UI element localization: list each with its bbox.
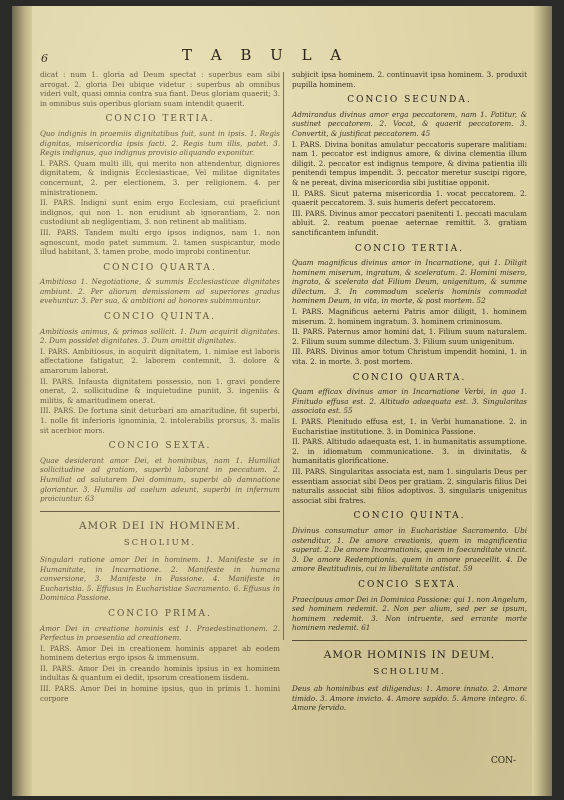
pars-paragraph: I. PARS. Amor Dei in creationem hominis apparet ab eodem hominem deterius ergo ipsos & immensum. bbox=[40, 643, 280, 663]
page-number: 6 bbox=[41, 52, 48, 65]
pars-paragraph: II. PARS. Indigni sunt enim ergo Ecclesiam, cui praeficiunt indignos, qui non 1. non erudiunt ab ignorantiam, 2. non custodiunt ab negligentiam, 3. non retinent ab malitiam. bbox=[40, 198, 280, 227]
page-reference: 61 bbox=[361, 623, 371, 633]
page-left-edge bbox=[12, 6, 32, 796]
pars-paragraph: III. PARS. Tandem multi ergo ipsos indignos, nam 1. non agnoscunt, modo patet summum. 2. tamen suspicantur, modo illud habitant, 3. tamen probe, modo improbi continentur. bbox=[40, 227, 280, 257]
scholium-text: Singulari ratione amor Dei in hominem. 1. Manifeste se in Humanitate, in Incarnatione. 2. Manifeste in humana conversione, 3. Manifeste in Passione. 4. Manifeste in Eucharistia. 5. Effusus in Eucharistiae Sacramento. 6. Effusus in Dominica Passione. bbox=[40, 554, 280, 603]
argument-text: Divinus consumatur amor in Eucharistiae Sacramento. Ubi ostenditur, 1. De amore creationis, quem in magnificentia superat. 2. De amore Incarnationis, quem in foecunditate vincit. 3. De amore Redemptionis, quem in amore praecellit. 4. De amore Beatitudinis, cui in liberalitate antistat. bbox=[292, 525, 527, 574]
page-heading: T A B U L A bbox=[182, 46, 349, 64]
section-argument bbox=[292, 258, 527, 306]
pars-paragraph: II. PARS. Altitudo adaequata est, 1. in humanitatis assumptione. 2. in idiomatum communicatione. 3. in divinitatis, & humanitatis glorificatione. bbox=[292, 437, 527, 466]
right-column bbox=[292, 70, 527, 714]
argument-text: Quam efficax divinus amor in Incarnatione Verbi, in quo 1. Finitudo effusa est. 2. Altitudo adaequata est. 3. Singularitas associata est. bbox=[292, 387, 527, 416]
section-rule bbox=[292, 640, 527, 641]
page-right-edge bbox=[532, 6, 552, 796]
section-title: CONCIO QUINTA. bbox=[103, 312, 217, 323]
section-title: CONCIO SEXTA. bbox=[108, 441, 212, 452]
section-argument bbox=[292, 526, 527, 574]
section-argument bbox=[40, 456, 280, 504]
column-divider bbox=[283, 72, 284, 640]
scholium-title: SCHOLIUM. bbox=[123, 538, 197, 549]
section-title: CONCIO SEXTA. bbox=[358, 579, 461, 590]
page-reference: 63 bbox=[85, 494, 95, 504]
pars-paragraph: I. PARS. Magnificus aeterni Patris amor diligit, 1. hominem miserum. 2. hominem ingratum. 3. hominem criminosum. bbox=[292, 307, 527, 326]
section-argument bbox=[292, 595, 527, 633]
pars-paragraph: I. PARS. Ambitiosus, in acquirit dignitatem, 1. nimiae est laboris affectatione fatigatur, 2. laborem contemnit, 3. dolore & amarorum laborat. bbox=[40, 346, 280, 376]
argument-text: Praecipuus amor Dei in Dominica Passione: qui 1. non Angelum, sed hominem redemit. 2. Non per alium, sed per se ipsum, hominem redemit. 3. Non intruente, sed errante morte hominem redemit. bbox=[292, 594, 527, 633]
scholium-text: Deus ab hominibus est diligendus: 1. Amore innato. 2. Amore timido. 3. Amore invicto. 4. Amore sapido. 5. Amore integro. 6. Amore fervido. bbox=[292, 684, 527, 713]
left-intro: dicat : num 1. gloria ad Deum spectat : superbus eam sibi arrogat. 2. gloria Dei ubique videtur : superbus ab omnibus videri vult, quasi omnia contra sua fiant. Deus gloriam quaerit; 3. in omnibus suis operibus gloriam suam intendit quaerit. bbox=[40, 70, 280, 108]
pars-paragraph: I. PARS. Quam multi illi, qui merito non attendentur, digniores dignitatem, & indignis Ecclesiasticae, Vel militae dignitates concernunt, 2. per electionem, 3. per religionem. 4. per ministrationem. bbox=[40, 158, 280, 197]
page-reference: 52 bbox=[476, 296, 486, 306]
section-argument bbox=[292, 110, 527, 139]
catchword: CON- bbox=[490, 756, 516, 766]
page-reference: 45 bbox=[421, 128, 431, 138]
argument-text: Admirandus divinus amor erga peccatorem, nam 1. Patitur, & sustinet peccatorem. 2. Vocat, & quaerit peccatorem. 3. Convertit, & justificat peccatorem. bbox=[292, 109, 527, 138]
section-argument: Amor Dei in creatione hominis est 1. Praedestinationem. 2. Perfectus in praesentia ad creationem. bbox=[40, 623, 280, 643]
part-heading: AMOR DEI IN HOMINEM. bbox=[78, 519, 242, 532]
section-rule bbox=[40, 511, 280, 512]
argument-text: Quae desiderant amor Dei, et hominibus, nam 1. Humiliat sollicitudine ad gratiam, superbi laborant in peccatum. 2. Humiliat ad salutarem Dei dominum, superbi ab damnatione gloriantur. 3. Humilis ad caelum adeunt, superbi in infernum proiciuntur. bbox=[40, 455, 280, 504]
section-title: CONCIO SECUNDA. bbox=[347, 95, 472, 106]
pars-paragraph: II. PARS. Paternus amor homini dat, 1. Filium suum naturalem. 2. Filium suum summe dilectum. 3. Filium suum unigenitum. bbox=[292, 327, 527, 346]
section-title: CONCIO TERTIA. bbox=[355, 243, 464, 254]
section-argument: Ambitiosa 1. Negotiatione, & summis Ecclesiasticae dignitates ambiunt. 2. Per aliorum demissionem ad superiores gradus evehuntur. 3. Per sua, & ambitioni ad honores subimmuntur. bbox=[40, 277, 280, 306]
part-heading: AMOR HOMINIS IN DEUM. bbox=[323, 648, 496, 661]
pars-paragraph: II. PARS. Sicut paterna misericordia 1. vocat peccatorem. 2. quaerit peccatorem. 3. suis humeris defert peccatorem. bbox=[292, 188, 527, 208]
pars-paragraph: III. PARS. De fortuna sinit deturbari am amaritudine, fit superbi, 1. nolle fit inferioris ignominia, 2. intolerabilis prorsus, 3. malis sit acerbior mors. bbox=[40, 406, 280, 435]
page-reference: 59 bbox=[463, 564, 473, 574]
section-title: CONCIO QUARTA. bbox=[103, 262, 217, 273]
argument-text: Quam magnificus divinus amor in Incarnatione, qui 1. Diligit hominem miserum, ingratum, & sceleratum. 2. Homini misero, ingrato, & scelerato dat Filium Deum, unigenitum, & summe dilectum. 3. In commodum sceleris hominis commodat hominem Deum, in vita, in morte, & post mortem. bbox=[292, 258, 527, 306]
section-title: CONCIO PRIMA. bbox=[108, 608, 212, 619]
pars-paragraph: III. PARS. Divinus amor totum Christum impendit homini, 1. in vita. 2. in morte. 3. post mortem. bbox=[292, 347, 527, 367]
left-column bbox=[40, 70, 280, 704]
book-page bbox=[12, 6, 552, 796]
pars-paragraph: III. PARS. Amor Dei in homine ipsius, quo in primis 1. homini corpore bbox=[40, 684, 280, 703]
section-title: CONCIO QUARTA. bbox=[352, 372, 467, 383]
section-title: CONCIO QUINTA. bbox=[353, 511, 466, 522]
pars-paragraph: III. PARS. Divinus amor peccatori paenitenti 1. peccati maculam abluit. 2. reatum poenae aeternae remittit. 3. gratiam sanctificantem infundit. bbox=[292, 208, 527, 237]
right-intro: subjicit ipsa hominem. 2. continuavit ipsa hominem. 3. produxit pupilla hominem. bbox=[292, 70, 527, 89]
pars-paragraph: II. PARS. Amor Dei in creando hominis ipsius in ex hominem indultas & quantum ei dedit, ipsorum creationem iisdem. bbox=[40, 663, 280, 683]
section-argument bbox=[292, 387, 527, 416]
pars-paragraph: I. PARS. Plenitudo effusa est, 1. in Verbi humanatione. 2. in Eucharistiae institutione. 3. in Dominica Passione. bbox=[292, 417, 527, 436]
section-title: CONCIO TERTIA. bbox=[105, 114, 215, 125]
pars-paragraph: III. PARS. Singularitas associata est, nam 1. singularis Deus per essentiam associat sibi Deos per gratiam. 2. singularis filius Dei naturalis associat sibi filios adoptivos. 3. singularis unigenitus associat sibi fratres. bbox=[292, 466, 527, 505]
pars-paragraph: II. PARS. Infausta dignitatem possessio, non 1. gravi pondere onerat, 2. sollicitudine & inquietudine puniit, 3. ingeniis & militis, & amaritudinem onerat. bbox=[40, 376, 280, 405]
section-argument: Ambitiosis animus, & primas sollicit. 1. Dum acquirit dignitates. 2. Dum possidet dignitates. 3. Dum amittit dignitates. bbox=[40, 326, 280, 346]
section-argument: Quo indignis in praemiis dignitatibus fuit, sunt in ipsis. 1. Regis dignitas, misericordia ipsis facti. 2. Regis tum illis, patet. 3. Regis indignus, quo indignus provisio aliquando exponitur. bbox=[40, 128, 280, 158]
pars-paragraph: I. PARS. Divina bonitas amulatur peccatoris superare malitiam: nam 1. peccator est indignus amore, & divina clementia illum diligit. 2. peccator est indignus tempore, & divina patientia illi penitendi tempus impendit. 3. peccator meretur suscipi rigore, & ne pereat, divina misericordia sibi justitiae opponit. bbox=[292, 139, 527, 187]
scholium-title: SCHOLIUM. bbox=[373, 667, 446, 678]
page-reference: 55 bbox=[343, 406, 353, 416]
